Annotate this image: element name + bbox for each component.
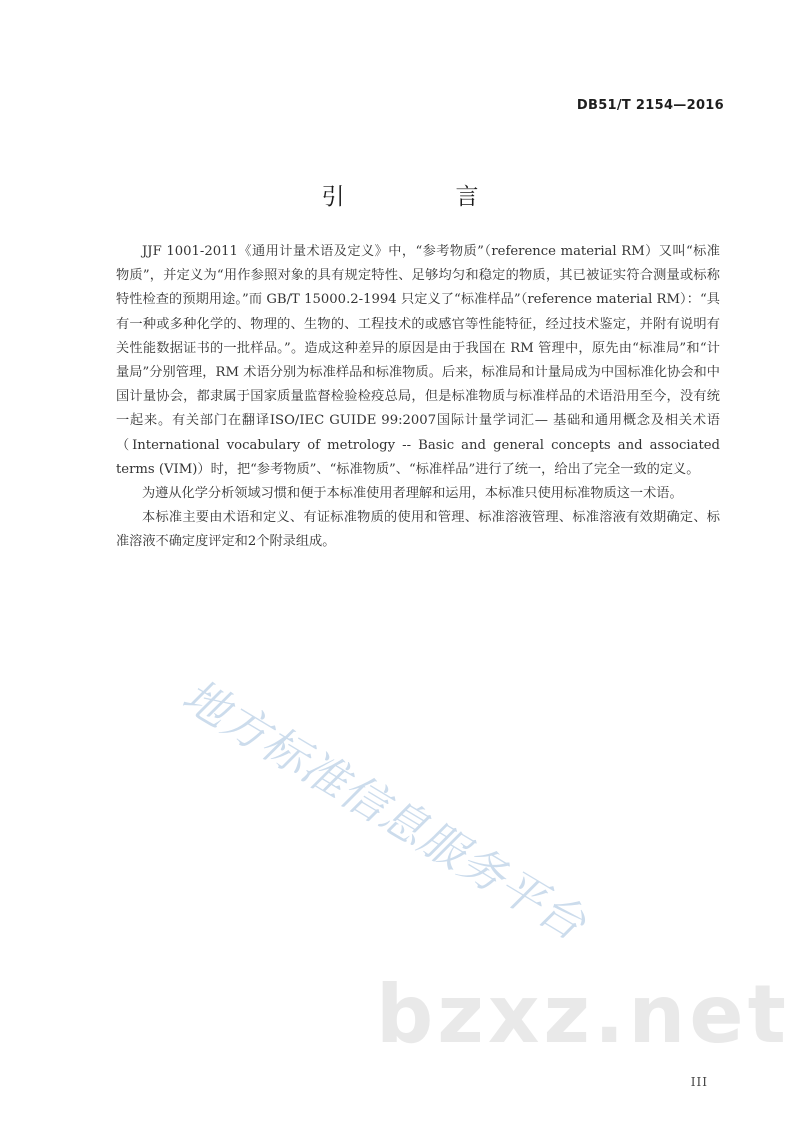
section-title: 引 言: [321, 184, 523, 210]
brand-watermark: bzxz.net: [376, 968, 790, 1061]
paragraph-term-choice: 为遵从化学分析领域习惯和便于本标准使用者理解和运用，本标准只使用标准物质这一术语。: [142, 486, 683, 502]
paragraph-structure: 本标准主要由术语和定义、有证标准物质的使用和管理、标准溶液管理、标准溶液有效期确定、标准溶液不确定度评定和2个附录组成。: [116, 510, 720, 550]
platform-watermark: 地方标准信息服务平台: [173, 668, 596, 951]
body-text: [116, 240, 720, 555]
document-code: DB51/T 2154—2016: [576, 98, 724, 113]
page-number: III: [690, 1075, 708, 1089]
paragraph-terminology-background: JJF 1001-2011《通用计量术语及定义》中，“参考物质”（reference material RM）又叫“标准物质”，并定义为“用作参照对象的具有规定特性、足够均匀和稳定的物质，其已被证实符合测量或标称特性检查的预期用途。”而 GB/T 15000.2-1994 只定义了“标准样品”（reference material RM）：“具有一种或多种化学的、物理的、生物的、工程技术的或感官等性能特征，经过技术鉴定，并附有说明有关性能数据证书的一批样品。”。造成这种差异的原因是由于我国在 RM 管理中，原先由“标准局”和“计量局”分别管理，RM 术语分别为标准样品和标准物质。后来，标准局和计量局成为中国标准化协会和中国计量协会，都隶属于国家质量监督检验检疫总局，但是标准物质与标准样品的术语沿用至今，没有统一起来。有关部门在翻译ISO/IEC GUIDE 99:2007国际计量学词汇— 基础和通用概念及相关术语（International vocabulary of metrology -- Basic and general concepts and associated terms (VIM)）时，把“参考物质”、“标准物质”、“标准样品”进行了统一，给出了完全一致的定义。: [116, 244, 720, 477]
